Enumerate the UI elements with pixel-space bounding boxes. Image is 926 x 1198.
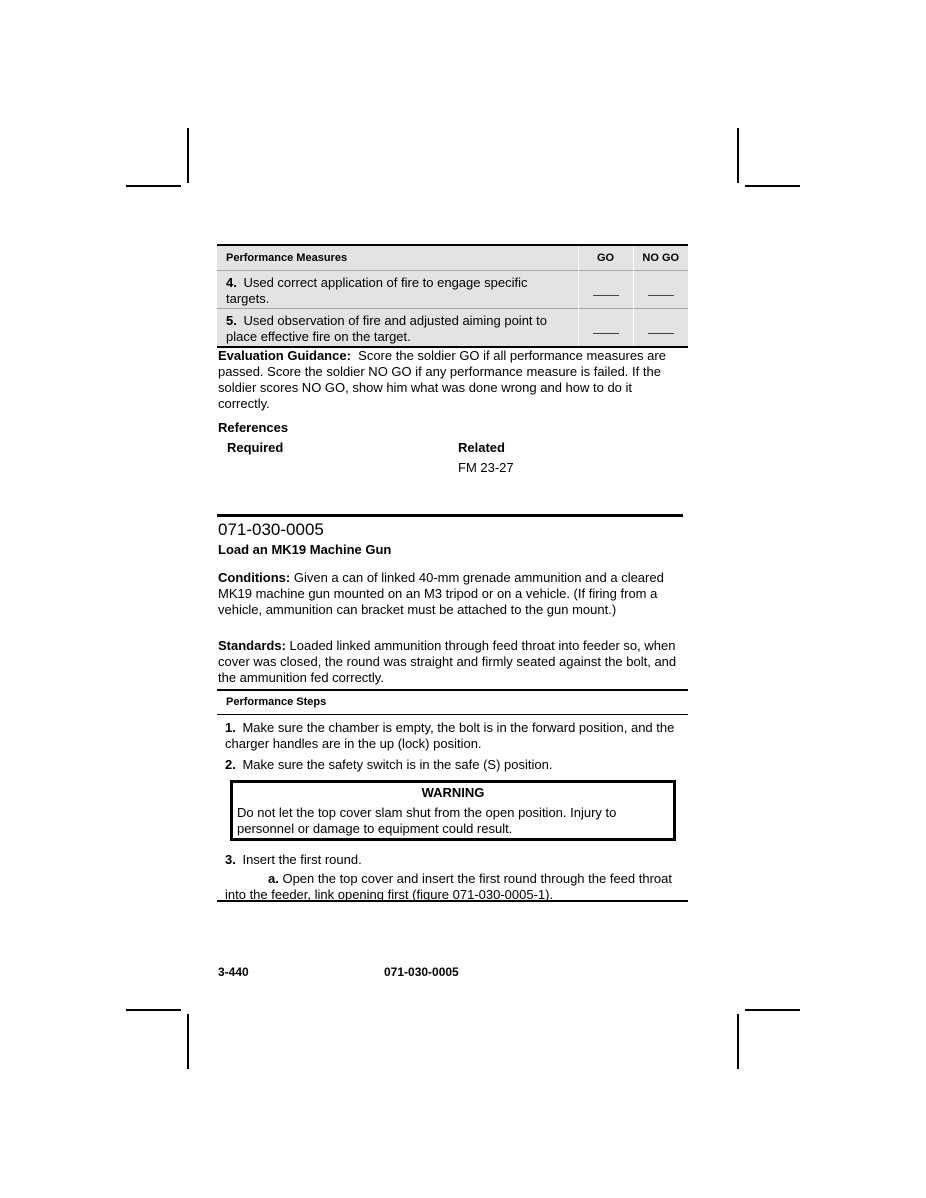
- substep-text: Open the top cover and insert the first round through the feed throat into the feeder, link opening first (figure 071-030-0005-1).: [225, 871, 672, 902]
- step-number: 2.: [225, 757, 236, 772]
- go-blank: [593, 295, 619, 296]
- task-title: Load an MK19 Machine Gun: [218, 542, 392, 557]
- measure-text: Used correct application of fire to engage specific targets.: [226, 275, 528, 306]
- performance-steps-header: Performance Steps: [217, 691, 688, 715]
- warning-box: [230, 780, 676, 841]
- crop-mark-top-right-vertical: [737, 128, 739, 183]
- crop-mark-top-left-vertical: [187, 128, 189, 183]
- evaluation-text: Score the soldier GO if all performance measures are passed. Score the soldier NO GO if any performance measure is failed. If the soldier scores NO GO, show him what was done wrong and how to do it correctly.: [218, 348, 666, 411]
- substep-letter: a.: [268, 871, 279, 886]
- crop-mark-bottom-left-vertical: [187, 1014, 189, 1069]
- header-performance-measures: Performance Measures: [217, 245, 578, 271]
- performance-measures-table: [217, 244, 688, 348]
- measure-number: 5.: [226, 313, 237, 328]
- conditions-paragraph: [218, 570, 683, 618]
- conditions-label: Conditions:: [218, 570, 291, 585]
- measure-number: 4.: [226, 275, 237, 290]
- measure-cell: [217, 309, 578, 348]
- step-text: Make sure the safety switch is in the safe (S) position.: [242, 757, 553, 772]
- crop-mark-bottom-right-horizontal: [745, 1009, 800, 1011]
- no-go-blank: [648, 295, 674, 296]
- references-required-label: Required: [227, 440, 284, 455]
- crop-mark-top-right-horizontal: [745, 185, 800, 187]
- go-cell[interactable]: [578, 309, 633, 348]
- warning-title: WARNING: [421, 785, 485, 800]
- go-blank: [593, 333, 619, 334]
- table-row: [217, 271, 688, 309]
- measure-text: Used observation of fire and adjusted aiming point to place effective fire on the target.: [226, 313, 547, 344]
- go-cell[interactable]: [578, 271, 633, 309]
- page-number: 3-440: [218, 965, 249, 979]
- performance-steps-section: [217, 689, 688, 902]
- header-no-go: NO GO: [633, 245, 688, 271]
- no-go-cell[interactable]: [633, 309, 688, 348]
- warning-text: Do not let the top cover slam shut from the open position. Injury to personnel or damage to equipment could result.: [237, 805, 617, 836]
- footer-task-ref: 071-030-0005: [384, 965, 459, 979]
- list-item-substep: [225, 871, 681, 903]
- evaluation-label: Evaluation Guidance:: [218, 348, 351, 363]
- step-number: 3.: [225, 852, 236, 867]
- task-divider: [217, 514, 683, 517]
- table-row: [217, 309, 688, 348]
- step-text: Insert the first round.: [242, 852, 362, 867]
- references-related-label: Related: [458, 440, 505, 455]
- reference-item: FM 23-27: [458, 460, 514, 475]
- list-item: [225, 852, 681, 868]
- no-go-cell[interactable]: [633, 271, 688, 309]
- evaluation-guidance: [218, 348, 683, 412]
- crop-mark-top-left-horizontal: [126, 185, 181, 187]
- list-item: [225, 757, 681, 773]
- standards-paragraph: [218, 638, 683, 686]
- references-title: References: [218, 420, 289, 435]
- header-go: GO: [578, 245, 633, 271]
- table-header-row: [217, 245, 688, 271]
- standards-text: Loaded linked ammunition through feed throat into feeder so, when cover was closed, the round was straight and firmly seated against the bolt, and the ammunition fed correctly.: [218, 638, 677, 685]
- task-number: 071-030-0005: [218, 520, 324, 539]
- conditions-text: Given a can of linked 40-mm grenade ammunition and a cleared MK19 machine gun mounted on an M3 tripod or on a vehicle. (If firing from a vehicle, ammunition can bracket must be attached to the gun mount.): [218, 570, 664, 617]
- step-text: Make sure the chamber is empty, the bolt is in the forward position, and the charger handles are in the up (lock) position.: [225, 720, 675, 751]
- step-number: 1.: [225, 720, 236, 735]
- crop-mark-bottom-right-vertical: [737, 1014, 739, 1069]
- standards-label: Standards:: [218, 638, 286, 653]
- no-go-blank: [648, 333, 674, 334]
- measure-cell: [217, 271, 578, 309]
- list-item: [225, 720, 681, 752]
- crop-mark-bottom-left-horizontal: [126, 1009, 181, 1011]
